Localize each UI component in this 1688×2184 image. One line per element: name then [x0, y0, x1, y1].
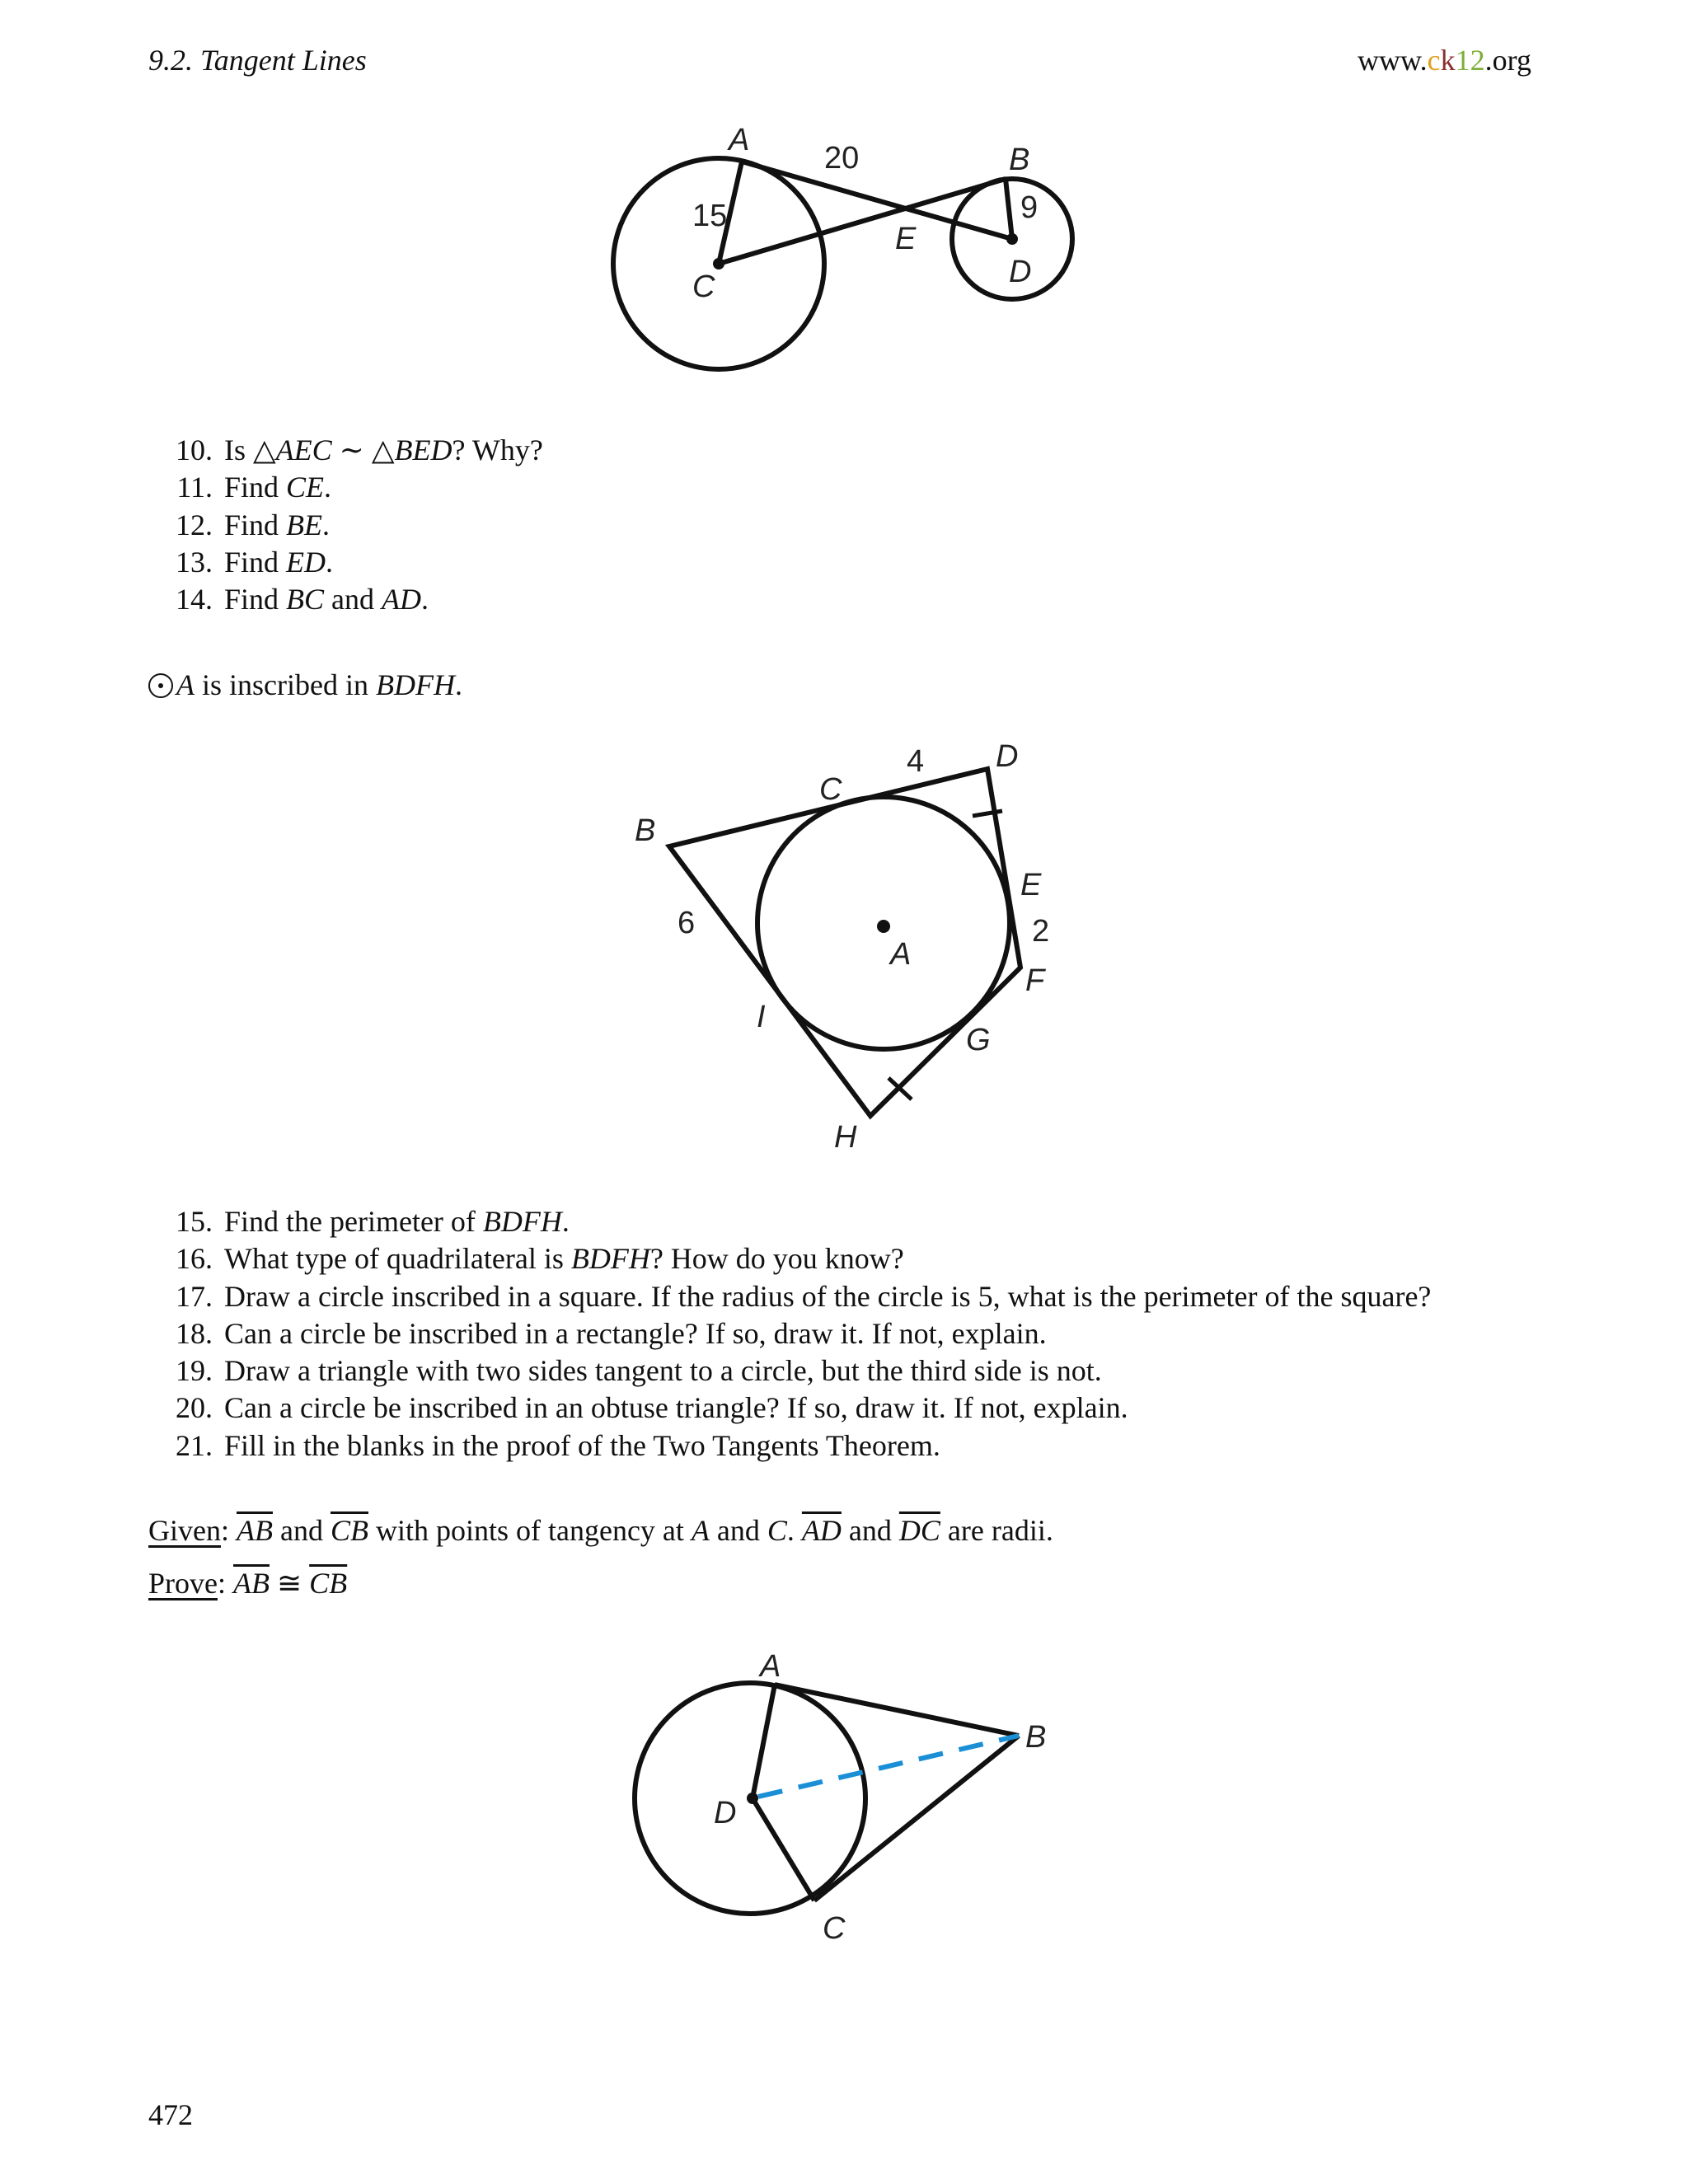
tangent-ad — [742, 162, 1012, 239]
question-number: 13. — [176, 545, 213, 579]
question-math: AD — [382, 583, 422, 616]
tick-mark-de — [973, 811, 1002, 816]
label-cd-length: 4 — [907, 744, 925, 779]
figure-two-tangents — [626, 1640, 1071, 1945]
statement-end: . — [454, 668, 462, 701]
statement-shape: BDFH — [375, 668, 455, 701]
question-math: CE — [286, 471, 325, 504]
radius-db — [1006, 179, 1012, 239]
given-text: are radii. — [940, 1514, 1053, 1547]
label-a: A — [729, 123, 750, 157]
label-ef-length: 2 — [1032, 914, 1050, 949]
prove-statement: Prove: $\overline{AB}$ ≅ $\overline{CB}$ — [148, 1567, 348, 1600]
inscribed-statement — [148, 668, 462, 702]
question-math: BC — [286, 583, 325, 616]
site-url-k: k — [1440, 44, 1456, 77]
segment-cb: $\overline{CB}$ — [309, 1567, 348, 1600]
label-h: H — [834, 1120, 857, 1155]
question-item — [165, 1390, 1431, 1427]
label-d: D — [996, 739, 1019, 774]
question-number: 20. — [176, 1391, 213, 1425]
radius-da — [753, 1685, 775, 1798]
label-e: E — [895, 222, 917, 256]
question-number: 15. — [176, 1205, 213, 1238]
question-text: Fill in the blanks in the proof of the Two Tangents Theorem. — [224, 1428, 940, 1462]
label-a: A — [760, 1649, 781, 1684]
question-text: Draw a triangle with two sides tangent to a circle, but the third side is not. — [224, 1354, 1102, 1388]
given-text: . — [786, 1514, 802, 1547]
radius-dc — [753, 1798, 814, 1900]
question-number: 21. — [176, 1428, 213, 1462]
site-url-prefix: www. — [1357, 44, 1428, 77]
page-number: 472 — [148, 2098, 193, 2131]
question-number: 10. — [176, 434, 213, 466]
segment-ab: $\overline{AB}$ — [237, 1514, 273, 1547]
question-text: Find — [224, 471, 287, 504]
question-item — [165, 1427, 1431, 1465]
label-e: E — [1020, 868, 1042, 902]
given-statement: Given: $\overline{AB}$ and $\overline{CB}$ with points of tangency at A and C. $\overline{AD}$ and $\overline{DC}$ are radii. — [148, 1514, 1053, 1547]
question-text: . — [324, 471, 332, 504]
question-list-b — [165, 1203, 1431, 1465]
label-bd-length: 9 — [1020, 190, 1039, 225]
quadrilateral-bdfh — [669, 769, 1020, 1116]
label-ac-length: 15 — [692, 199, 728, 233]
question-text: . — [561, 1205, 570, 1238]
figure-inscribed-circle — [610, 733, 1088, 1162]
prove-label: Prove — [148, 1567, 218, 1600]
question-number: 11. — [176, 471, 213, 504]
segment-ad: $\overline{AD}$ — [801, 1514, 842, 1547]
question-item — [165, 1315, 1431, 1352]
label-d: D — [1009, 255, 1032, 289]
question-number: 14. — [176, 583, 213, 616]
given-label: Given — [148, 1514, 221, 1547]
question-item — [165, 544, 543, 581]
site-url[interactable] — [1357, 43, 1531, 77]
point-d — [1006, 233, 1018, 245]
question-text: . — [326, 545, 334, 579]
segment-cb — [719, 179, 1006, 264]
label-c: C — [823, 1911, 846, 1945]
label-ae-length: 20 — [824, 141, 860, 176]
question-number: 18. — [176, 1316, 213, 1350]
label-c: C — [819, 772, 842, 807]
label-i: I — [757, 1000, 766, 1034]
segment-cb: $\overline{CB}$ — [330, 1514, 368, 1547]
given-text: and — [272, 1514, 331, 1547]
question-item — [165, 469, 543, 506]
question-text: Can a circle be inscribed in an obtuse triangle? If so, draw it. If not, explain. — [224, 1391, 1128, 1425]
question-item — [165, 1203, 1431, 1240]
question-text: Find the perimeter of — [224, 1205, 483, 1238]
figure-inscribed-circle-svg — [610, 733, 1088, 1162]
label-f: F — [1025, 963, 1045, 998]
question-text: . — [322, 508, 331, 541]
question-text: Can a circle be inscribed in a rectangle? If so, draw it. If not, explain. — [224, 1316, 1047, 1350]
tangent-cb — [814, 1736, 1019, 1900]
question-math: BDFH — [570, 1242, 650, 1276]
question-list-a — [165, 432, 543, 618]
question-math: △AEC ∼ △BED — [253, 434, 452, 466]
figure-two-tangents-svg — [626, 1640, 1071, 1945]
question-math: ED — [286, 545, 326, 579]
tangent-ab — [775, 1685, 1019, 1736]
question-item — [165, 1352, 1431, 1390]
statement-text: is inscribed in — [195, 668, 376, 701]
question-item — [165, 432, 543, 469]
point-a: A — [691, 1514, 710, 1547]
label-c: C — [692, 269, 715, 304]
question-text: ? Why? — [452, 434, 543, 466]
given-text: and — [841, 1514, 899, 1547]
section-title: 9.2. Tangent Lines — [148, 44, 367, 77]
question-text: ? How do you know? — [649, 1242, 904, 1276]
question-text: and — [324, 583, 382, 616]
figure-two-circles-svg — [593, 115, 1104, 396]
question-number: 19. — [176, 1354, 213, 1388]
congruent-symbol: ≅ — [270, 1567, 310, 1600]
segment-dc: $\overline{DC}$ — [898, 1514, 940, 1547]
given-text: and — [709, 1514, 767, 1547]
circle-name: A — [176, 668, 195, 701]
segment-ab: $\overline{AB}$ — [233, 1567, 270, 1600]
question-item — [165, 1278, 1431, 1315]
label-d: D — [714, 1796, 737, 1830]
question-text: What type of quadrilateral is — [224, 1242, 571, 1276]
question-math: BE — [286, 508, 323, 541]
given-text: with points of tangency at — [368, 1514, 692, 1547]
question-math: BDFH — [482, 1205, 562, 1238]
question-number: 17. — [176, 1279, 213, 1313]
question-item — [165, 507, 543, 544]
question-text: Draw a circle inscribed in a square. If the radius of the circle is 5, what is the perimeter of the square? — [224, 1279, 1432, 1313]
question-number: 12. — [176, 508, 213, 541]
question-text: Find — [224, 583, 287, 616]
question-item — [165, 1240, 1431, 1277]
question-text: Find — [224, 545, 287, 579]
label-b: B — [1009, 143, 1030, 177]
point-c: C — [767, 1514, 787, 1547]
question-text: Find — [224, 508, 287, 541]
point-c — [713, 258, 724, 269]
site-url-12: 12 — [1455, 44, 1485, 77]
figure-two-circles — [593, 115, 1104, 396]
question-text: . — [421, 583, 429, 616]
center-point-d — [747, 1793, 758, 1804]
label-g: G — [966, 1023, 991, 1057]
site-url-suffix: .org — [1484, 44, 1531, 77]
circle-dot-icon — [148, 673, 173, 698]
question-text: Is — [224, 434, 253, 466]
label-a: A — [890, 937, 912, 972]
question-item — [165, 581, 543, 618]
label-b: B — [635, 813, 656, 848]
question-number: 16. — [176, 1242, 213, 1276]
center-point-a — [877, 920, 890, 933]
label-bi-length: 6 — [678, 906, 696, 940]
label-b: B — [1025, 1720, 1047, 1755]
site-url-c: c — [1427, 44, 1441, 77]
